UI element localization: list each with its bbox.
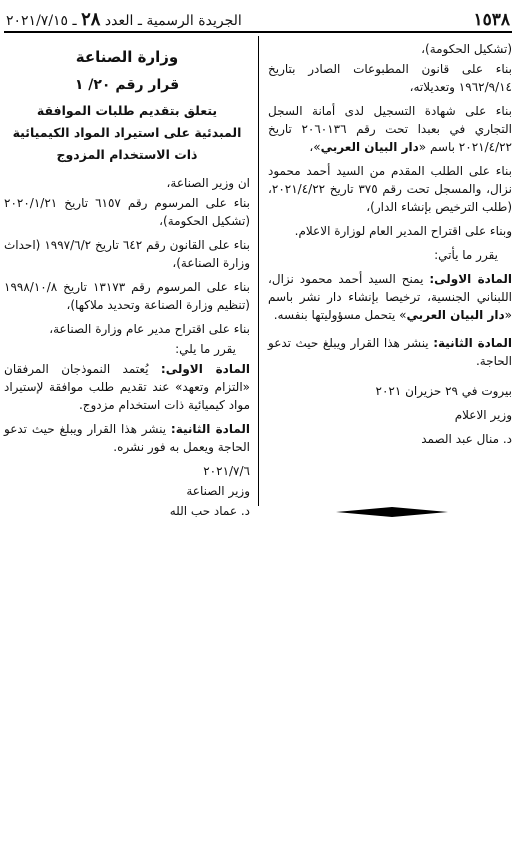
article-label: المادة الثانية: (170, 422, 251, 436)
article-2: المادة الثانية: ينشر هذا القرار ويبلغ حيث تدعو الحاجة ويعمل به فور نشره. (4, 422, 251, 454)
section-end-ornament (336, 507, 448, 517)
article-1: المادة الاولى: يمنح السيد أحمد محمود نزال، اللبناني الجنسية، ترخيصا بإنشاء دار نشر باسم «دار البيان العربي» يتحمل مسؤوليتها بنفسه. (268, 272, 512, 322)
issue-number: ٢٨ (81, 9, 101, 30)
article-label: المادة الاولى: (429, 272, 512, 286)
article-label: المادة الثانية: (433, 336, 512, 350)
header-rule (4, 31, 512, 33)
decision-date: ٢٠٢١/٧/٦ (203, 464, 250, 478)
decision-subject: يتعلق بتقديم طلبات الموافقة المبدئية على استيراد المواد الكيميائية ذات الاستخدام المزدوج (12, 103, 242, 162)
paragraph: ان وزير الصناعة، (166, 176, 250, 190)
minister-title: وزير الاعلام (454, 408, 512, 422)
article-1: المادة الاولى: يُعتمد النموذجان المرفقان «التزام وتعهد» عند تقديم طلب موافقة لإستيراد مواد كيميائية ذات استخدام مزدوج. (4, 362, 251, 412)
minister-name: د. عماد حب الله (169, 504, 250, 518)
decision-intro: يقرر ما يأتي: (434, 248, 498, 262)
article-label: المادة الاولى: (160, 362, 251, 376)
gazette-name: الجريدة الرسمية ـ العدد (104, 13, 242, 29)
decision-intro: يقرر ما يلي: (175, 342, 236, 356)
paragraph: (تشكيل الحكومة)، (421, 42, 512, 56)
gazette-title (6, 9, 242, 30)
issue-date: ـ ٢٠٢١/٧/١٥ (6, 13, 77, 29)
paragraph: بناء على قانون المطبوعات الصادر بتاريخ ١٩٦٢/٩/١٤ وتعديلاته، (268, 62, 512, 94)
decision-number: قرار رقم ٢٠/ ١ (74, 77, 180, 93)
paragraph: بناء على شهادة التسجيل لدى أمانة السجل التجاري في بعبدا تحت رقم ٢٠٦٠١٣٦ تاريخ ٢٠٢١/٤/٢٢ باسم «دار البيان العربي»، (268, 104, 513, 154)
page-header (6, 4, 510, 30)
minister-name: د. منال عبد الصمد (421, 432, 512, 446)
page-number: ١٥٣٨ (473, 10, 510, 30)
paragraph: بناء على القانون رقم ٦٤٢ تاريخ ١٩٩٧/٦/٢ (احداث وزارة الصناعة)، (4, 238, 250, 270)
right-column (268, 40, 512, 454)
article-2: المادة الثانية: ينشر هذا القرار ويبلغ حيث تدعو الحاجة. (268, 336, 512, 368)
minister-title: وزير الصناعة (186, 484, 250, 498)
paragraph: بناء على المرسوم رقم ٦١٥٧ تاريخ ٢٠٢٠/١/٢١ (تشكيل الحكومة)، (4, 196, 250, 228)
paragraph: بناء على اقتراح مدير عام وزارة الصناعة، (49, 322, 250, 336)
place-date: بيروت في ٢٩ حزيران ٢٠٢١ (375, 384, 512, 398)
ministry-heading: وزارة الصناعة (75, 48, 179, 66)
left-column (4, 40, 250, 522)
publisher-name: دار البيان العربي (320, 140, 419, 154)
column-divider (258, 36, 259, 506)
paragraph: بناء على الطلب المقدم من السيد أحمد محمود نزال، والمسجل تحت رقم ٣٧٥ تاريخ ٢٠٢١/٤/٢٢، (طلب الترخيص بإنشاء الدار)، (268, 164, 512, 214)
paragraph: بناء على المرسوم رقم ١٣١٧٣ تاريخ ١٩٩٨/١٠/٨ (تنظيم وزارة الصناعة وتحديد ملاكها)، (4, 280, 251, 312)
paragraph: وبناء على اقتراح المدير العام لوزارة الاعلام. (294, 224, 512, 238)
